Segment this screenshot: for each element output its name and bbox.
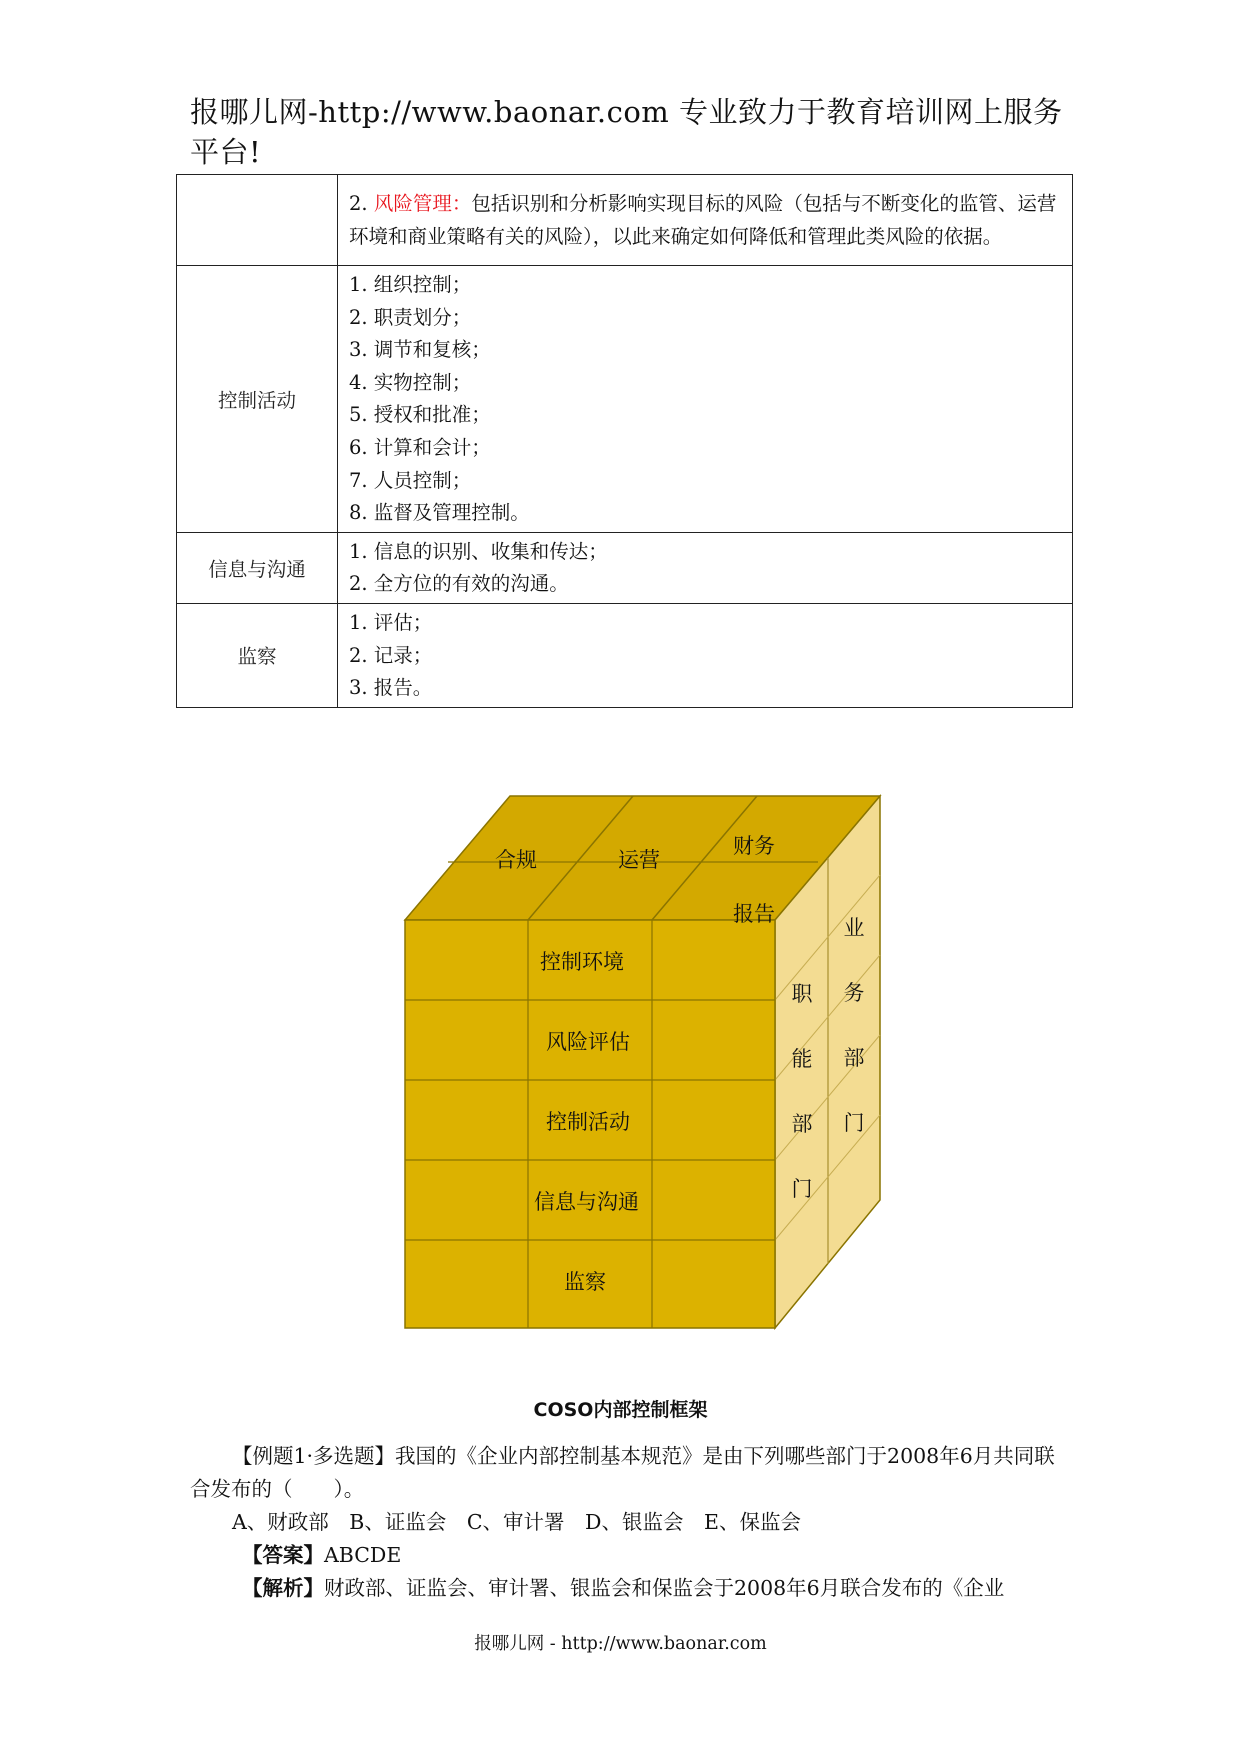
explanation-label: 【解析】 bbox=[242, 1576, 324, 1600]
cube-side-label-business: 业务部门 bbox=[843, 916, 865, 1135]
list-item: 6. 计算和会计； bbox=[349, 435, 491, 459]
table-row-control-activities bbox=[177, 266, 1073, 533]
coso-cube-diagram bbox=[400, 790, 900, 1340]
monitoring-label: 监察 bbox=[177, 603, 338, 707]
list-item: 3. 报告。 bbox=[349, 676, 433, 700]
table-row-info-communication bbox=[177, 532, 1073, 603]
answer-label: 【答案】 bbox=[242, 1543, 324, 1567]
list-item: 2. 全方位的有效的沟通。 bbox=[349, 572, 569, 596]
question-options: A、财政部 B、证监会 C、审计署 D、银监会 E、保监会 bbox=[232, 1510, 801, 1534]
risk-management-highlight: 风险管理： bbox=[373, 191, 472, 215]
table-row-risk-management bbox=[177, 175, 1073, 266]
risk-management-cell bbox=[338, 175, 1073, 266]
explanation-line bbox=[190, 1572, 1122, 1605]
list-item: 4. 实物控制； bbox=[349, 370, 472, 394]
cube-side-label-functional: 职能部门 bbox=[791, 982, 813, 1201]
page-footer: 报哪儿网 - http://www.baonar.com bbox=[474, 1634, 767, 1654]
cube-top-label-reporting: 报告 bbox=[733, 902, 775, 926]
list-item: 5. 授权和批准； bbox=[349, 403, 491, 427]
list-item: 8. 监督及管理控制。 bbox=[349, 501, 530, 525]
info-communication-label: 信息与沟通 bbox=[177, 532, 338, 603]
table-row-monitoring bbox=[177, 603, 1073, 707]
cube-front-label-info-communication: 信息与沟通 bbox=[534, 1190, 639, 1214]
figure-caption: COSO内部控制框架 bbox=[533, 1399, 708, 1421]
list-item: 1. 组织控制； bbox=[349, 273, 472, 296]
header-line-2: 平台! bbox=[190, 135, 262, 169]
header-line-1: 报哪儿网-http://www.baonar.com 专业致力于教育培训网上服务 bbox=[190, 95, 1063, 129]
list-item: 1. 信息的识别、收集和传达； bbox=[349, 539, 608, 563]
cube-top-label-operations: 运营 bbox=[618, 848, 660, 872]
explanation-text: 财政部、证监会、审计署、银监会和保监会于2008年6月联合发布的《企业 bbox=[324, 1576, 1005, 1600]
risk-management-text: 包括识别和分析影响实现目标的风险（包括与不断变化的监管、运营环境和商业策略有关的风险），以此来确定如何降低和管理此类风险的依据。 bbox=[349, 191, 1057, 248]
internal-control-table bbox=[176, 174, 1073, 708]
cube-front-label-control-activities: 控制活动 bbox=[546, 1110, 630, 1134]
control-activities-items bbox=[338, 266, 1073, 533]
cube-top-label-compliance: 合规 bbox=[495, 848, 537, 872]
page-header bbox=[190, 92, 1090, 172]
coso-cube-graphic bbox=[400, 790, 900, 1340]
answer-value: ABCDE bbox=[324, 1543, 402, 1567]
list-item: 2. 记录； bbox=[349, 643, 433, 667]
list-item: 1. 评估； bbox=[349, 610, 433, 634]
monitoring-items bbox=[338, 603, 1073, 707]
cube-top-label-financial: 财务 bbox=[733, 834, 775, 858]
answer-line bbox=[190, 1539, 1122, 1572]
list-item: 7. 人员控制； bbox=[349, 468, 472, 492]
list-item: 2. 职责划分； bbox=[349, 305, 472, 329]
cube-front-label-risk-assessment: 风险评估 bbox=[546, 1030, 630, 1054]
control-activities-label: 控制活动 bbox=[177, 266, 338, 533]
info-communication-items bbox=[338, 532, 1073, 603]
cube-front-label-control-environment: 控制环境 bbox=[540, 950, 624, 974]
cube-front-label-monitoring: 监察 bbox=[564, 1270, 606, 1294]
empty-label-cell bbox=[177, 175, 338, 266]
risk-num: 2. bbox=[349, 191, 374, 215]
list-item: 3. 调节和复核； bbox=[349, 338, 491, 362]
question-text: 【例题1·多选题】我国的《企业内部控制基本规范》是由下列哪些部门于2008年6月共同联合发布的（ ）。 bbox=[190, 1444, 1055, 1501]
